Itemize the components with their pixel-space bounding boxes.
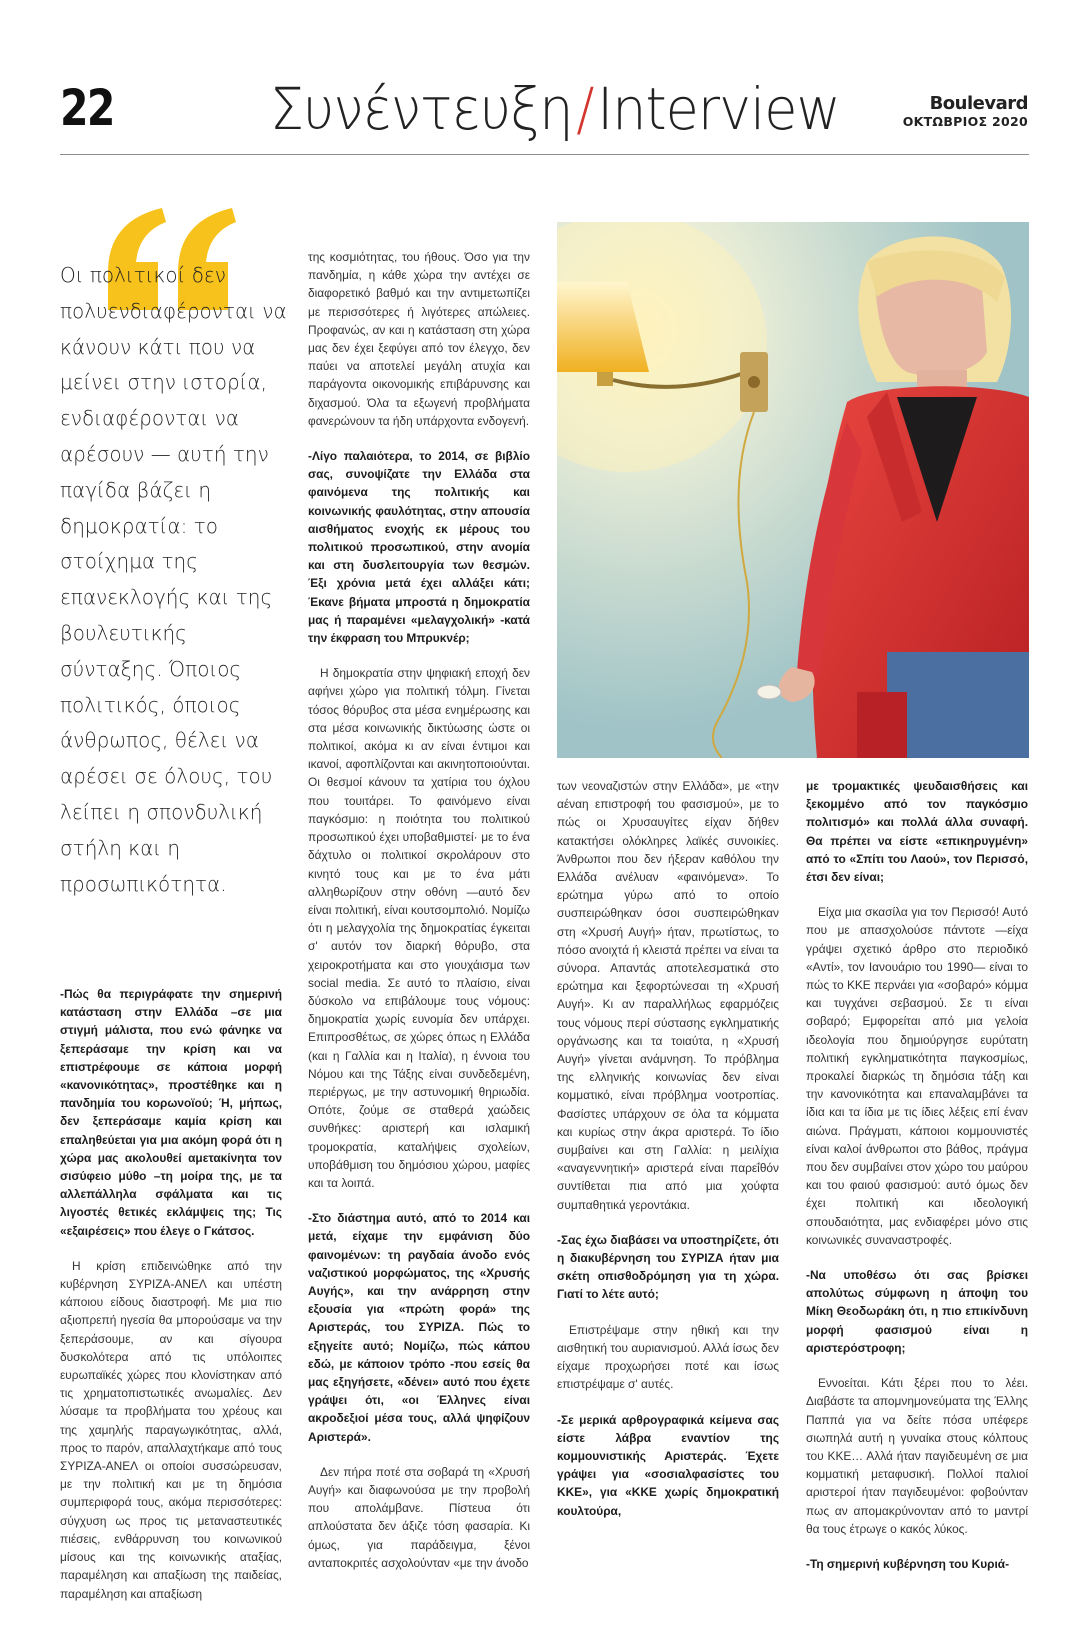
interview-question: -Σε μερικά αρθρογραφικά κείμενα σας είστε λάβρα εναντίον της κομμουνιστικής Αριστεράς. Έχετε γράψει για «σοσιαλφασίστες του ΚΚΕ», για «ΚΚΕ χωρίς δημοκρατική κουλτούρα, xyxy=(557,1412,779,1518)
section-title-english: Interview xyxy=(597,75,840,143)
article-paragraph: Η κρίση επιδεινώθηκε από την κυβέρνηση ΣΥΡΙΖΑ-ΑΝΕΛ και υπέστη κάποιου είδους διαστροφή. Με μια πιο αξιοπρεπή ηγεσία θα μπορούσαμε να την ξεπεράσουμε, αν και σίγουρα δυσκολότερα από τις υπόλοιπες ευρωπαϊκές χώρες που κλονίστηκαν από τις χρηματοπιστωτικές ανωμαλίες. Δεν λύσαμε τα προβλήματα του χρέους και της χαμηλής παραγωγικότητας, αλλά, προς το παρόν, απαλλαχτήκαμε από τους ΣΥΡΙΖΑ-ΑΝΕΛ οι οποίοι συσσώρευσαν, με την πολιτική και με τη δημόσια συμπεριφορά τους, ακόμα περισσότερες: σύγχυση ως προς τις μεταναστευτικές πιέσεις, ενθάρρυνση του κοινωνικού μίσους και της κοινωνικής αταξίας, παραμέληση και απαξίωση της παιδείας, παραμέληση και απαξίωση xyxy=(60,1258,282,1601)
interview-question: -Τη σημερινή κυβέρνηση του Κυριά- xyxy=(806,1556,1010,1571)
pull-quote: Οι πολιτικοί δεν πολυενδιαφέρονται να κάνουν κάτι που να μείνει στην ιστορία, ενδιαφέρονται να αρέσουν — αυτή την παγίδα βάζει η δημοκρατία: το στοίχημα της επανεκλογής και της βουλευτικής σύνταξης. Όποιος πολιτικός, όποιος άνθρωπος, θέλει να αρέσει σε όλους, του λείπει η σπονδυλική στήλη και η προσωπικότητα. xyxy=(60,263,287,896)
article-column-1 xyxy=(60,985,282,1620)
interview-question: με τρομακτικές ψευδαισθήσεις και ξεκομμένο από τον παγκόσμιο πολιτισμό» και πολλά άλλα συναφή. Θα πρέπει να είστε «επικηρυγμένη» από το «Σπίτι του Λαού», τον Περισσό, έτσι δεν είναι; xyxy=(806,779,1028,885)
interview-question: -Σας έχω διαβάσει να υποστηρίζετε, ότι η διακυβέρνηση του ΣΥΡΙΖΑ ήταν μια σκέτη οπισθοδρόμηση για τη χώρα. Γιατί το λέτε αυτό; xyxy=(557,1232,779,1302)
section-title-slash: / xyxy=(576,75,594,143)
header-rule xyxy=(60,154,1029,155)
section-title xyxy=(270,74,840,144)
article-paragraph: Είχα μια σκασίλα για τον Περισσό! Αυτό που με απασχολούσε πάντοτε —είχα γράψει σχετικό άρθρο στο περιοδικό «Αντί», τον Ιανουάριο του 1990— είναι το πώς το ΚΚΕ περνάει για «σοβαρό» κόμμα και τυγχάνει σεβασμού. Σε τι είναι σοβαρό; Εμφορείται από μια γελοία ιδεολογία που δημιούργησε ευρύτατη πολιτική εγκληματικότητα παγκοσμίως, προκαλεί διαρκώς τη δημόσια τάξη και την κανονικότητα και επαναλαμβάνει τα ίδια και τα ίδια με τις ίδιες λέξεις επί έναν αιώνα. Πράγματι, κάποιοι κομμουνιστές είναι καλοί άνθρωποι στο βάθος, πράγμα που δεν συμβαίνει στον χώρο του μαύρου και του φαιού φασισμού: αυτό όμως δεν έχει πολιτική και ιδεολογική σπουδαιότητα, μας ενδιαφέρει μόνο στις κοινωνικές συναναστροφές. xyxy=(806,905,1028,1247)
article-column-2 xyxy=(308,248,530,1589)
masthead xyxy=(903,94,1028,130)
article-column-4 xyxy=(806,777,1028,1590)
article-paragraph: Επιστρέψαμε στην ηθική και την αισθητική του αυριανισμού. Αλλά ίσως δεν είχαμε προχωρήσει ποτέ και ίσως επιστρέψαμε σ' αυτές. xyxy=(557,1322,779,1392)
article-paragraph: Εννοείται. Κάτι ξέρει που το λέει. Διαβάστε τα απομνημονεύματα της Έλλης Παππά για να δείτε πόσα υπέφερε σιωπηλά αυτή η γυναίκα στους κόλπους του ΚΚΕ… Αλλά ήταν παγιδευμένη σε μια κομματική μεταφυσική. Πολλοί παλιοί αριστεροί ήταν παγιδευμένοι: φοβούνταν πως αν απομακρύνονταν από το μαντρί θα τους έτρωγε ο κακός λύκος. xyxy=(806,1376,1028,1536)
interview-question: -Λίγο παλαιότερα, το 2014, σε βιβλίο σας, συνοψίζατε την Ελλάδα στα φαινόμενα της πολιτικής και κοινωνικής φαυλότητας, στην απουσία αισθήματος ενοχής εκ μέρους του πολιτικού προσωπικού, στην ανομία και στη δυσλειτουργία των θεσμών. Έξι χρόνια μετά έχει αλλάξει κάτι; Έκανε βήματα μπροστά η δημοκρατία μας ή παραμένει «μελαγχολική» -κατά την έκφραση του Μπρυκνέρ; xyxy=(308,449,530,646)
article-paragraph: Η δημοκρατία στην ψηφιακή εποχή δεν αφήνει χώρο για πολιτική τόλμη. Γίνεται τόσος θόρυβος στα μέσα ενημέρωσης και στα μέσα κοινωνικής δικτύωσης ώστε οι πολιτικοί, ακόμα κι αν είναι έντιμοι και ικανοί, αφοπλίζονται και ακινητοποιούνται. Οι θεσμοί κάνουν τα χατίρια του όχλου που τουιτάρει. Το φαινόμενο είναι παγκόσμιο: η ποιότητα του πολιτικού προσωπικού έχει υποβαθμιστεί· με το ένα δάχτυλο οι πολιτικοί σκρολάρουν στο κινητό τους και με το ένα μάτι αλληθωρίζουν στην οθόνη —αυτό δεν είναι πολιτική, είναι κουτσομπολιό. Νομίζω ότι η μελαγχολία της δημοκρατίας έγκειται σ' αυτόν τον διαρκή θόρυβο, στα χειροκροτήματα και στο γιουχάισμα των social media. Σε αυτό το πλαίσιο, είναι δύσκολο να επιβάλουμε τους νόμους: δημοκρατία χωρίς ευνομία δεν υπάρχει. Επιπροσθέτως, σε χώρες όπως η Ελλάδα (και η Γαλλία και η Ιταλία), η έννοια του Νόμου και της Τάξης είναι συνδεδεμένη, περιέργως, με την αστυνομική θηριωδία. Οπότε, ζούμε σε σταθερά χαώδεις συνθήκες: αριστερή και ισλαμική τρομοκρατία, καταλήψεις σχολείων, υποβάθμιση του δημόσιου χώρου, μαφίες και τα λοιπά. xyxy=(308,666,530,1190)
article-paragraph: Δεν πήρα ποτέ στα σοβαρά τη «Χρυσή Αυγή» και διαφωνούσα με την προβολή που απολάμβανε. Πίστευα ότι απλούστατα δεν άξιζε τόση φασαρία. Κι όμως, για παράδειγμα, ξένοι ανταποκριτές ασχολούνταν «με την άνοδο xyxy=(308,1464,530,1570)
issue-date: ΟΚΤΩΒΡΙΟΣ 2020 xyxy=(902,114,1028,129)
article-paragraph: της κοσμιότητας, του ήθους. Όσο για την πανδημία, η κάθε χώρα την αντέχει σε διαφορετικό βαθμό και την αντιμετωπίζει με περισσότερες ή λιγότερες απώλειες. Προφανώς, αν και η κατάσταση στη χώρα μας δεν έχει ξεφύγει από τον έλεγχο, δεν παύει να αποτελεί μεγάλη ατυχία και παράγοντα οικονομικής επιβάρυνσης και διχασμού. Όλα τα εξωγενή προβλήματα φανερώνουν τα ήδη υπάρχοντα ενδογενή. xyxy=(308,250,530,428)
interview-photo xyxy=(557,222,1029,758)
brand-name: Boulevard xyxy=(929,93,1028,114)
article-paragraph: των νεοναζιστών στην Ελλάδα», με «την αέναη επιστροφή του φασισμού», με το πώς οι Χρυσαυγίτες είχαν δήθεν κατακτήσει ολόκληρες λαϊκές συνοικίες. Άνθρωποι που δεν ήξεραν καθόλου την Ελλάδα ανέλυαν «φαινόμενα». Το ερώτημα γύρω από το οποίο συσπειρώθηκαν όσοι συσπειρώθηκαν στη «Χρυσή Αυγή» ήταν, πρωτίστως, το πόσο ανοιχτά ή κλειστά πρέπει να είναι τα σύνορα. Απαντάς αποτελεσματικά στο ερώτημα και ξεφορτώνεσαι τη «Χρυσή Αυγή». Κι αν παραλλήλως εφαρμόζεις τους νόμους περί σύστασης εγκληματικής οργάνωσης και τα τοιαύτα, η «Χρυσή Αυγή» γίνεται ανάμνηση. Το πρόβλημα της ελληνικής κοινωνίας δεν είναι κομματικό, είναι πρόβλημα νοοτροπίας. Φασίστες υπάρχουν σε όλα τα κόμματα και κυρίως στην άκρα αριστερά. Το ίδιο συμβαίνει και στη Γαλλία: η μειλίχια «αναγεννητική» αριστερά είναι παρεΐθόν συντίθεται πια από μια χούφτα συμπαθητικά γεροντάκια. xyxy=(557,779,779,1212)
interview-question: -Στο διάστημα αυτό, από το 2014 και μετά, είχαμε την εμφάνιση δύο φαινομένων: τη ραγδαία άνοδο ενός ναζιστικού μορφώματος, της «Χρυσής Αυγής», και την ανάρρηση στην εξουσία για «πρώτη φορά» της Αριστεράς, του ΣΥΡΙΖΑ. Πώς το εξηγείτε αυτό; Νομίζω, πώς κάπου εδώ, με κάποιον τρόπο -που εσείς θα μας εξηγήσετε, «δένει» αυτό που έχετε γράψει ότι, «οι Έλληνες είναι ακροδεξιοί μέσα τους, αλλά ψηφίζουν Αριστερά». xyxy=(308,1211,530,1444)
interview-question: -Να υποθέσω ότι σας βρίσκει απολύτως σύμφωνη η άποψη του Μίκη Θεοδωράκη ότι, η πιο επικίνδυνη μορφή φασισμού είναι η αριστερόστροφη; xyxy=(806,1268,1028,1355)
section-title-greek: Συνέντευξη xyxy=(270,75,573,143)
page-number: 22 xyxy=(60,79,114,137)
article-column-3 xyxy=(557,777,779,1537)
interview-question: -Πώς θα περιγράφατε την σημερινή κατάσταση στην Ελλάδα –σε μια στιγμή μάλιστα, που ενώ φάνηκε να ξεπεράσαμε την κρίση και να επιστρέφουμε σε κάποια μορφή «κανονικότητας», προστέθηκε και η πανδημία του κορωνοϊού; Ή, μήπως, δεν ξεπεράσαμε καμία κρίση και επαληθεύεται για μια ακόμη φορά ότι η χώρα μας ακολουθεί αμετακίνητα τον σισύφειο μύθο –τη μοίρα της, με τα αλλεπάλληλα σφάλματα και τις λιγοστές θετικές εκλάμψεις της; Τις «εξαιρέσεις» που έλεγε ο Γκάτσος. xyxy=(60,987,282,1238)
